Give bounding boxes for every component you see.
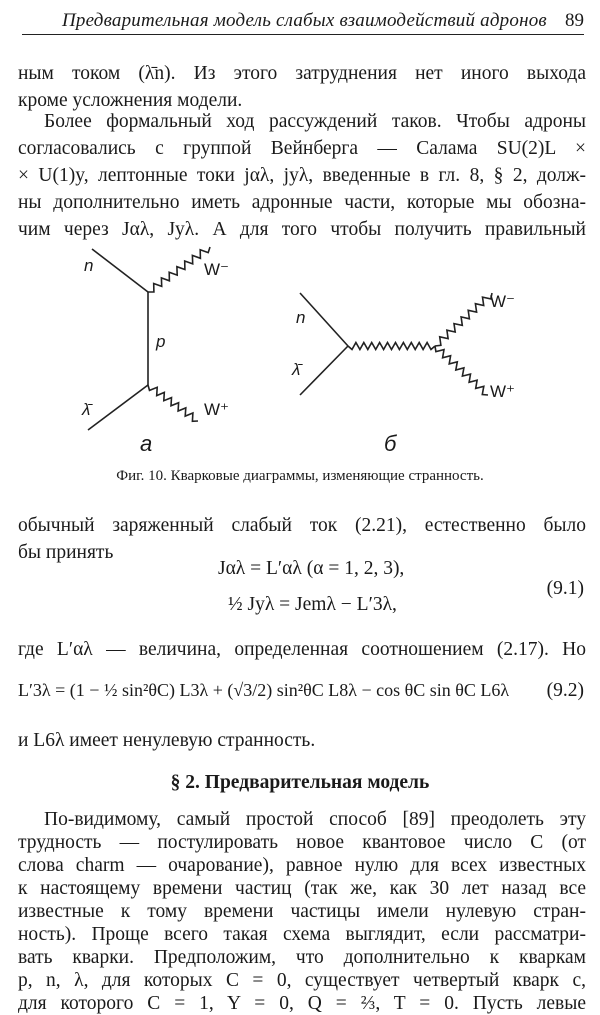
text-line: к настоящему времени частиц (так же, как 30 лет назад все [18,878,586,899]
equation-9-2: L′3λ = (1 − ½ sin²θC) L3λ + (√3/2) sin²θC L8λ − cos θC sin θC L6λ [18,680,510,700]
diagram-b-internal-boson [348,343,435,350]
diagram-a-label-n: n [84,256,94,275]
quark-diagrams-figure [0,225,600,465]
text-line: где L′αλ — величина, определенная соотношением (2.17). Но [18,639,586,660]
diagram-a-line-n [92,249,148,292]
header-rule [22,34,584,35]
diagram-a-w-plus-boson [148,385,198,421]
diagram-a-line-lambda [88,385,148,430]
text-line: Более формальный ход рассуждений таков. Чтобы адроны [44,111,586,132]
diagram-b-label-w-plus: W⁺ [490,382,516,401]
running-header [22,6,584,34]
paragraph-2 [18,108,586,243]
text-line: p, n, λ, для которых C = 0, существует четвертый кварк c, [18,970,586,991]
figure-caption: Фиг. 10. Кварковые диаграммы, изменяющие странность. [116,468,484,484]
diagram-b-panel-label: б [384,431,397,456]
diagram-a-label-p: p [156,332,166,351]
text-line: По-видимому, самый простой способ [89] преодолеть эту [44,809,586,830]
equation-9-1-line-2: ½ Jyλ = Jemλ − L′3λ, [228,594,397,615]
text-line: чим через Jαλ, Jyλ. А для того чтобы получить правильный [18,219,586,240]
diagram-b-line-n [300,293,348,346]
text-line: ность). Проще всего такая схема выглядит, если рассматри- [18,924,586,945]
paragraph-6 [18,808,586,1015]
diagram-a-label-lambda: λ̄ [82,400,91,419]
text-line: обычный заряженный слабый ток (2.21), естественно было [18,515,586,536]
diagram-b-label-n: n [296,308,306,327]
diagram-a-label-w-minus: W⁻ [204,260,230,279]
text-line: вать кварки. Предположим, что дополнительно к кваркам [18,947,586,968]
text-line: согласовались с группой Вейнберга — Салама SU(2)L × [18,138,586,159]
diagram-a-panel-label: a [140,431,153,456]
text-line: трудность — постулировать новое квантовое число C (от [18,832,586,853]
paragraph-1 [18,60,586,114]
text-line: и L6λ имеет ненулевую странность. [18,730,316,751]
equation-number-9-2: (9.2) [546,680,584,701]
text-line: ны дополнительно иметь адронные части, которые мы обозна- [18,192,586,213]
equation-9-1-line-1: Jαλ = L′αλ (α = 1, 2, 3), [218,558,405,579]
text-line: известные к тому времени частицы имели нулевую стран- [18,901,586,922]
text-line: бы принять [18,542,114,563]
diagram-b-w-minus-boson [435,293,492,346]
diagram-b-line-lambda [300,346,348,395]
section-heading: § 2. Предварительная модель [170,772,430,793]
paragraph-4 [18,636,586,663]
paragraph-5 [18,727,586,754]
text-line: кроме усложнения модели. [18,90,243,111]
diagram-a-w-minus-boson [148,247,210,292]
text-line: для которого C = 1, Y = 0, Q = ⅔, T = 0. Пусть левые [18,993,586,1014]
page-number: 89 [565,10,584,31]
text-line: ным током (λ̄n). Из этого затруднения нет иного выхода [18,63,586,84]
diagram-b-label-lambda: λ̄ [292,360,301,379]
diagram-b-label-w-minus: W⁻ [490,292,516,311]
running-title: Предварительная модель слабых взаимодействий адронов [62,10,547,31]
diagram-a-label-w-plus: W⁺ [204,400,230,419]
text-line: слова charm — очарование), равное нулю для всех известных [18,855,586,876]
equation-number-9-1: (9.1) [546,578,584,599]
diagram-b-w-plus-boson [435,346,488,395]
text-line: × U(1)y, лептонные токи jαλ, jyλ, введенные в гл. 8, § 2, долж- [18,165,586,186]
